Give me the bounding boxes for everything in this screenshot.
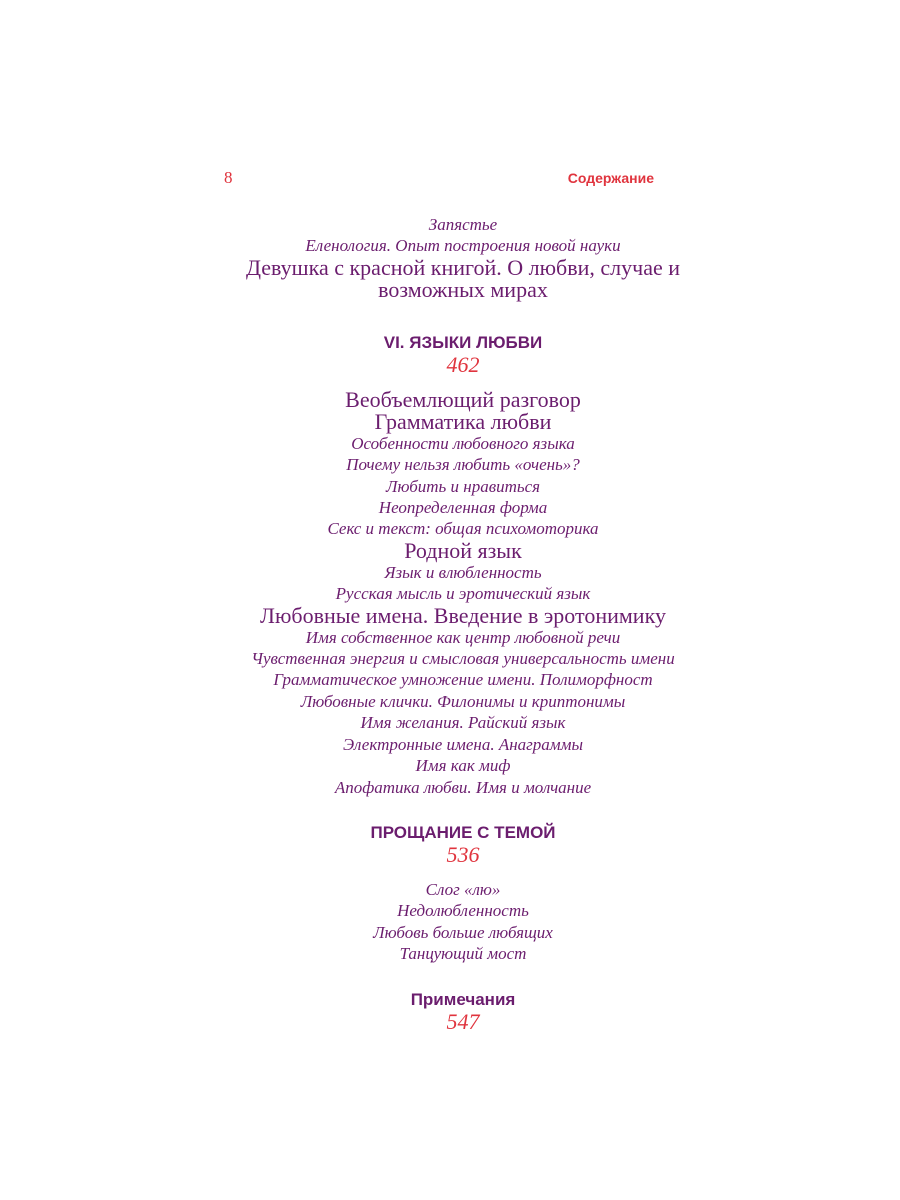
toc-entry[interactable]: Недолюбленность [397, 901, 529, 921]
page-number: 8 [224, 168, 233, 187]
section-title[interactable]: ПРОЩАНИЕ С ТЕМОЙ [370, 822, 556, 842]
toc-entry[interactable]: Веобъемлющий разговор [345, 386, 581, 412]
toc-entry[interactable]: Секс и текст: общая психомоторика [327, 519, 599, 539]
running-title: Содержание [567, 170, 654, 186]
page-header [224, 168, 654, 192]
toc-entry[interactable]: Грамматическое умножение имени. Полиморфност [273, 670, 653, 690]
toc-entry[interactable]: Девушка с красной книгой. О любви, случае и возможных мирах [245, 254, 681, 302]
toc-entry[interactable]: Еленология. Опыт построения новой науки [305, 236, 621, 256]
toc-entry[interactable]: Любовные клички. Филонимы и криптонимы [300, 691, 626, 711]
toc-entry[interactable]: Электронные имена. Анаграммы [342, 734, 584, 754]
toc-entry[interactable]: Танцующий мост [399, 944, 527, 964]
toc-entry[interactable]: Слог «лю» [425, 879, 501, 899]
toc-entry[interactable]: Имя собственное как центр любовной речи [305, 627, 621, 647]
toc-entry[interactable]: Особенности любовного языка [351, 433, 575, 453]
section-page-number: 462 [446, 351, 480, 377]
toc-entry[interactable]: Почему нельзя любить «очень»? [346, 455, 580, 475]
toc-entry[interactable]: Неопределенная форма [378, 498, 548, 518]
toc-entry[interactable]: Любовные имена. Введение в эротонимику [260, 602, 666, 628]
toc-entry[interactable]: Запястье [428, 215, 498, 234]
section-page-number: 536 [446, 841, 480, 867]
lead-entries [200, 214, 726, 301]
toc-entry[interactable]: Имя как миф [415, 756, 511, 776]
toc-section [200, 822, 726, 965]
toc-section [200, 989, 726, 1033]
section-title[interactable]: VI. ЯЗЫКИ ЛЮБВИ [383, 332, 543, 352]
section-title[interactable]: Примечания [410, 989, 516, 1009]
toc-entry[interactable]: Язык и влюбленность [384, 562, 542, 582]
toc-entry[interactable]: Имя желания. Райский язык [360, 713, 566, 733]
toc-entry[interactable]: Грамматика любви [374, 408, 552, 434]
toc-entry[interactable]: Русская мысль и эротический язык [335, 584, 591, 604]
toc-entry[interactable]: Любить и нравиться [385, 476, 541, 496]
section-page-number: 547 [446, 1008, 480, 1034]
toc-section [200, 332, 726, 798]
table-of-contents [200, 214, 726, 1046]
toc-entry[interactable]: Апофатика любви. Имя и молчание [334, 777, 592, 797]
toc-entry[interactable]: Чувственная энергия и смысловая универсальность имени [251, 649, 675, 669]
toc-entry[interactable]: Родной язык [404, 537, 522, 563]
toc-entry[interactable]: Любовь больше любящих [373, 922, 553, 942]
